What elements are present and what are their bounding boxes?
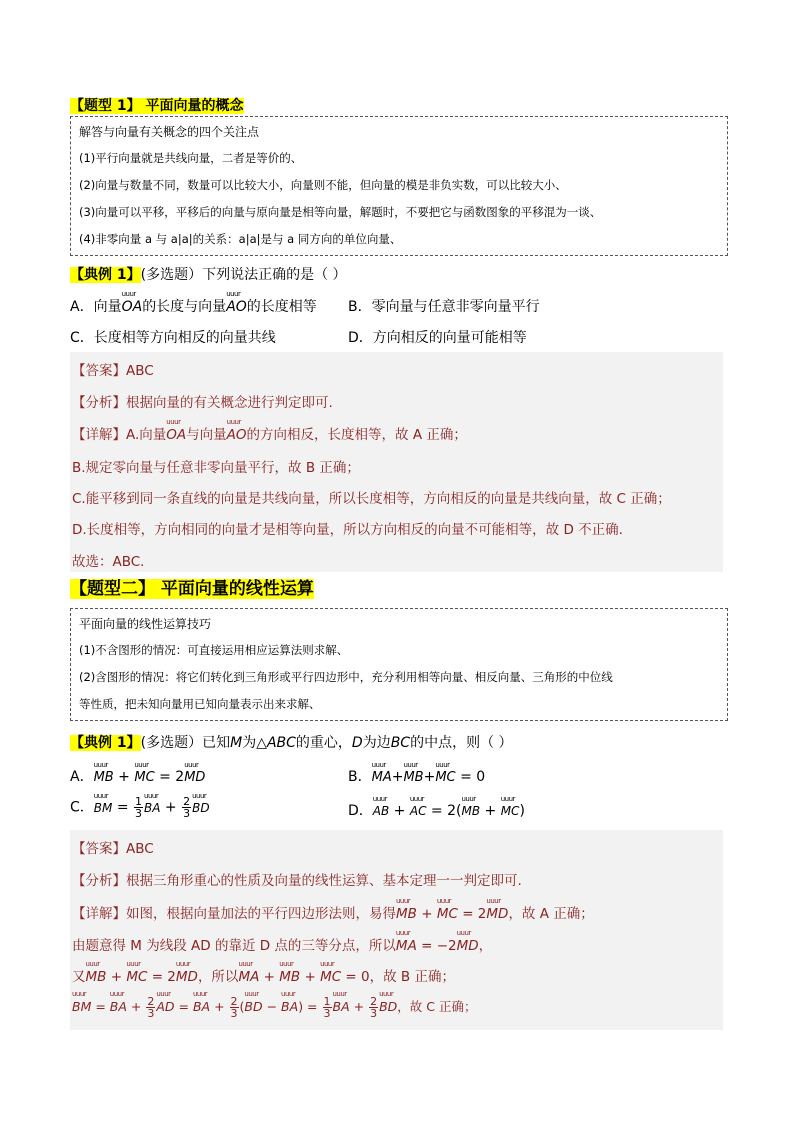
tip2-3: 等性质，把未知向量用已知向量表示出来求解、 — [79, 697, 321, 711]
vector-mc: uuur MC — [437, 906, 458, 922]
vector-bd: uuur BD — [244, 999, 262, 1014]
answer-tag: 【答案】 — [72, 841, 126, 857]
vector-mc: uuur MC — [435, 770, 455, 785]
detail-tag: 【详解】 — [72, 427, 126, 443]
q2-post: 的中点，则（ ） — [410, 735, 513, 751]
answer-value: ABC — [126, 841, 154, 857]
section2-title — [70, 574, 314, 599]
concept-tips-box — [70, 116, 728, 256]
vector-ba: uuur BA — [193, 999, 210, 1014]
q2-triangle: △ABC — [256, 735, 296, 751]
fraction-two-thirds: $\frac{2}{3}$ — [183, 795, 191, 820]
vector-mb: uuur MB — [94, 770, 114, 785]
vector-bd: uuur BD — [379, 999, 397, 1014]
vector-md: uuur MD — [457, 938, 479, 954]
detail-mid: 与向量 — [186, 427, 227, 443]
option-a-post: 的长度相等 — [246, 299, 317, 315]
detail1-text: 如图，根据向量加法的平行四边形法则，易得 — [126, 906, 396, 922]
q2-d: D — [351, 735, 363, 751]
tip-2: (2)向量与数量不同，数量可以比较大小，向量则不能，但向量的模是非负实数，可以比较大小、 — [79, 178, 567, 192]
detail-tag: 【详解】 — [72, 906, 126, 922]
example2-analysis — [72, 869, 522, 889]
vector-ma: uuur MA — [372, 770, 392, 785]
example1-option-b: B．零向量与任意非零向量平行 — [348, 299, 540, 315]
example1-answer — [72, 359, 154, 379]
example2-option-d: D．uuur AB + uuur AC = 2(uuur MB + uuur MC) — [348, 800, 525, 820]
vector-oa: uuur OA — [122, 299, 143, 315]
detail-post: 的方向相反，长度相等，故 A 正确； — [246, 427, 467, 443]
detail-line-d: D.长度相等，方向相同的向量才是相等向量，所以方向相反的向量不可能相等，故 D 不正确. — [72, 522, 623, 538]
q2-bc: BC — [390, 735, 411, 751]
tip-1: (1)平行向量就是共线向量，二者是等价的、 — [79, 151, 303, 165]
example2-option-b: B．uuur MA+uuur MB+uuur MC = 0 — [348, 766, 485, 786]
example2-detail-1: 【详解】如图，根据向量加法的平行四边形法则，易得uuur MB + uuur MC = 2uuur MD，故 A 正确； — [72, 902, 594, 922]
example1-analysis — [72, 391, 333, 411]
detail1-post: ，故 A 正确； — [508, 906, 594, 922]
vector-ma: uuur MA — [396, 938, 417, 954]
detail3-mid: ，所以 — [197, 969, 239, 985]
vector-ac: uuur AC — [410, 804, 427, 818]
vector-mb: uuur MB — [403, 770, 423, 785]
tip2-1: (1)不含图形的情况：可直接运用相应运算法则求解、 — [79, 643, 349, 657]
detail-line-c: C.能平移到同一条直线的向量是共线向量，所以长度相等，方向相反的向量是共线向量，故 C 正确； — [72, 491, 671, 507]
example2-option-a: A．uuur MB + uuur MC = 2uuur MD — [70, 766, 205, 786]
example1-option-a — [70, 296, 317, 316]
example2-tag: 【典例 1】 — [70, 735, 141, 751]
vector-ba: uuur BA — [144, 801, 160, 815]
example2-detail-2: 由题意得 M 为线段 AD 的靠近 D 点的三等分点，所以uuur MA = −2uuur MD， — [72, 934, 492, 954]
example1-option-c: C．长度相等方向相反的向量共线 — [70, 330, 276, 346]
vector-ba: uuur BA — [110, 999, 127, 1014]
fraction-one-third: $\frac{1}{3}$ — [135, 795, 143, 820]
analysis-tag: 【分析】 — [72, 873, 126, 889]
detail4-post: ，故 C 正确； — [397, 999, 477, 1014]
example2-detail-4: uuur BM = uuur BA + $\frac{2}{3}$ uuur AD = uuur BA + $\frac{2}{3}$ (uuur BD − uuur BA) = $\frac{1}{3}$ uuur BA + $\frac{2}{3}$ uuur BD，故 C 正确； — [72, 996, 476, 1019]
analysis-tag: 【分析】 — [72, 395, 126, 411]
example1-tag: 【典例 1】 — [70, 267, 141, 283]
answer-value: ABC — [126, 363, 154, 379]
analysis-text: 根据三角形重心的性质及向量的线性运算、基本定理一一判定即可. — [126, 873, 522, 889]
detail2-text: 由题意得 M 为线段 AD 的靠近 D 点的三等分点，所以 — [72, 938, 396, 954]
example2-question — [70, 732, 513, 752]
q2-mid2: 的重心， — [295, 735, 352, 751]
section2-title-text: 【题型二】 平面向量的线性运算 — [70, 579, 314, 599]
fraction-one-third: $\frac{1}{3}$ — [323, 995, 331, 1020]
fraction-two-thirds: $\frac{2}{3}$ — [370, 995, 378, 1020]
tip-4: (4)非零向量 a 与 a|a|的关系：a|a|是与 a 同方向的单位向量、 — [79, 232, 402, 246]
q2-pre: (多选题）已知 — [140, 735, 231, 751]
q2-m: M — [230, 735, 243, 751]
vector-mb: uuur MB — [461, 804, 480, 818]
vector-mb: uuur MB — [279, 969, 300, 985]
example2-answer — [72, 837, 154, 857]
vector-md: uuur MD — [486, 906, 508, 922]
vector-ad: uuur AD — [156, 999, 174, 1014]
section1-title — [70, 95, 244, 115]
tip2-2: (2)含图形的情况：将它们转化到三角形或平行四边形中，充分利用相等向量、相反向量、三角形的中位线 — [79, 670, 613, 684]
example1-question — [70, 264, 347, 284]
vector-ao: uuur AO — [226, 299, 247, 315]
analysis-text: 根据向量的有关概念进行判定即可. — [126, 395, 333, 411]
q2-mid1: 为 — [242, 735, 257, 751]
q2-mid3: 为边 — [362, 735, 391, 751]
opt-c-label: C． — [70, 799, 94, 816]
vector-bd: uuur BD — [192, 801, 209, 815]
example2-detail-3: 又uuur MB + uuur MC = 2uuur MD，所以uuur MA + uuur MB + uuur MC = 0，故 B 正确； — [72, 965, 455, 985]
opt-d-label: D． — [348, 803, 373, 819]
fraction-two-thirds: $\frac{2}{3}$ — [230, 995, 238, 1020]
detail3-pre: 又 — [72, 969, 86, 985]
vector-mc: uuur MC — [501, 804, 520, 818]
example2-option-c: C．uuur BM = $\frac{1}{3}$ uuur BA + $\frac{2}{3}$ uuur BD — [70, 796, 210, 819]
example1-detail — [72, 423, 467, 443]
vector-ao: uuur AO — [227, 427, 247, 443]
tip-3: (3)向量可以平移，平移后的向量与原向量是相等向量，解题时，不要把它与函数图象的平移混为一谈、 — [79, 205, 602, 219]
vector-ma: uuur MA — [238, 969, 259, 985]
option-a-prefix: A．向量 — [70, 299, 122, 315]
vector-ba: uuur BA — [333, 999, 350, 1014]
fraction-two-thirds: $\frac{2}{3}$ — [147, 995, 155, 1020]
detail-line-b: B.规定零向量与任意非零向量平行，故 B 正确； — [72, 460, 360, 476]
operation-tips-box — [70, 608, 728, 721]
vector-mb: uuur MB — [86, 969, 107, 985]
tips2-title: 平面向量的线性运算技巧 — [79, 617, 212, 631]
opt-b-label: B． — [348, 769, 372, 785]
detail-prefix: A.向量 — [126, 427, 167, 443]
vector-mb: uuur MB — [396, 906, 417, 922]
vector-mc: uuur MC — [126, 969, 147, 985]
vector-oa: uuur OA — [166, 427, 186, 443]
detail3-post: ，故 B 正确； — [369, 969, 455, 985]
conclusion: 故选：ABC. — [72, 554, 145, 570]
opt-a-label: A． — [70, 769, 94, 785]
vector-mc: uuur MC — [320, 969, 341, 985]
answer-tag: 【答案】 — [72, 363, 126, 379]
vector-bm: uuur BM — [72, 999, 91, 1014]
vector-bm: uuur BM — [94, 801, 113, 815]
option-a-mid: 的长度与向量 — [142, 299, 227, 315]
section1-title-text: 平面向量的概念 — [140, 98, 244, 114]
vector-ab: uuur AB — [373, 804, 389, 818]
example1-question-text: (多选题）下列说法正确的是（ ） — [140, 267, 347, 283]
vector-md: uuur MD — [176, 969, 198, 985]
section1-title-bracket: 【题型 1】 — [70, 98, 141, 114]
vector-ba: uuur BA — [281, 999, 298, 1014]
vector-mc: uuur MC — [134, 770, 154, 785]
example1-option-d: D．方向相反的向量可能相等 — [348, 330, 527, 346]
tips-title: 解答与向量有关概念的四个关注点 — [79, 125, 260, 139]
vector-md: uuur MD — [184, 770, 205, 785]
